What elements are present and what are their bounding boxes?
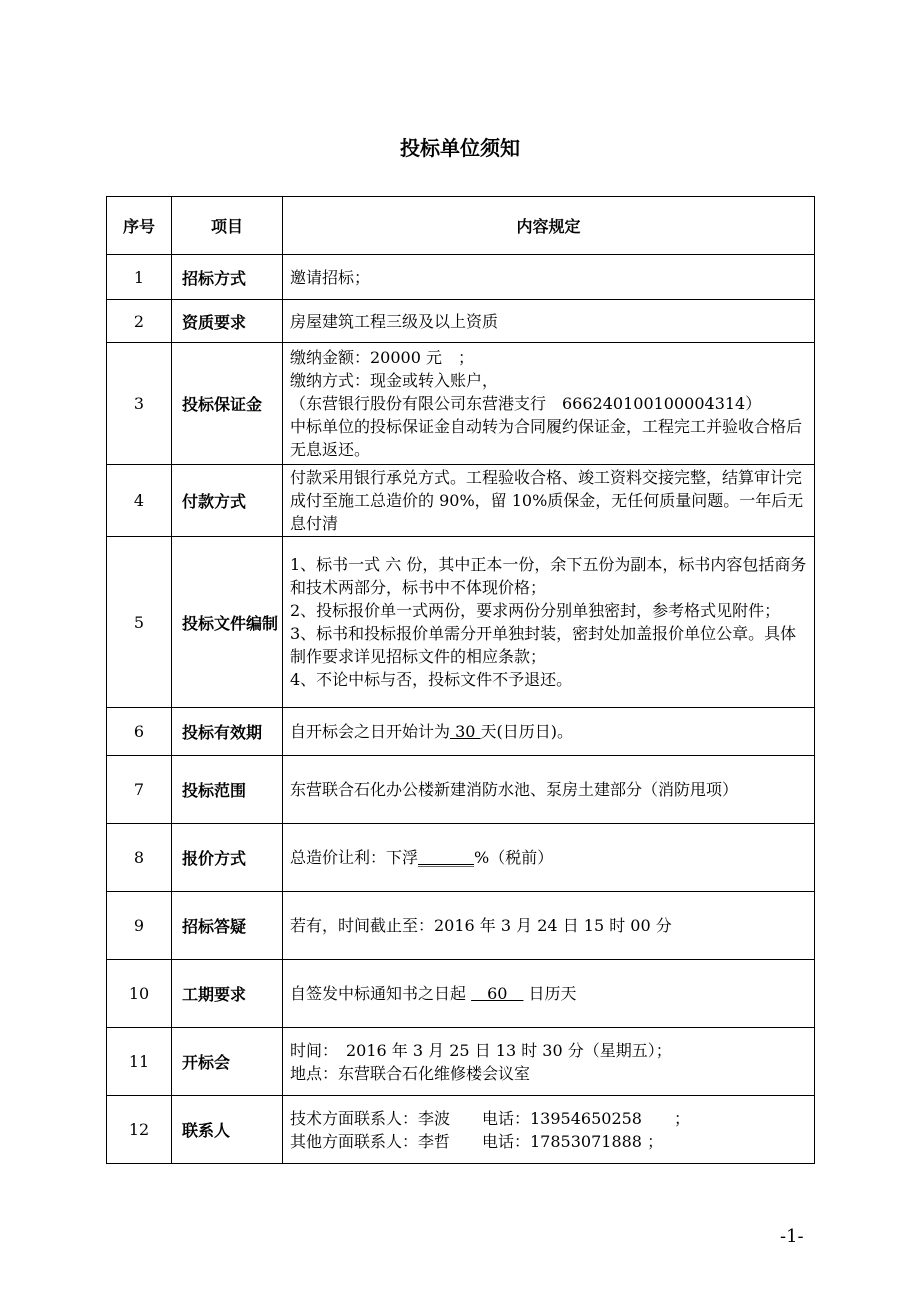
table-row [107, 960, 815, 1028]
row-no: 6 [107, 708, 172, 756]
content-text: 自签发中标通知书之日起 [290, 984, 472, 1003]
row-content [283, 465, 815, 537]
row-no: 5 [107, 537, 172, 708]
discount-blank: _______ [418, 848, 475, 867]
content-line: 1、标书一式 六 份，其中正本一份，余下五份为副本，标书内容包括商务和技术两部分，标书中不体现价格； [290, 555, 807, 597]
table-row [107, 255, 815, 300]
row-content [283, 708, 815, 756]
header-no: 序号 [107, 197, 172, 255]
table-row [107, 1028, 815, 1096]
table-row [107, 708, 815, 756]
content-line: 缴纳方式：现金或转入账户， [290, 371, 499, 390]
content-line: 4、不论中标与否，投标文件不予退还。 [290, 670, 573, 689]
table-header-row [107, 197, 815, 255]
content-line: 中标单位的投标保证金自动转为合同履约保证金，工程完工并验收合格后无息返还。 [290, 417, 803, 459]
row-content [283, 343, 815, 465]
row-no: 4 [107, 465, 172, 537]
table-row [107, 537, 815, 708]
row-no: 8 [107, 824, 172, 892]
row-no: 11 [107, 1028, 172, 1096]
content-line: 地点：东营联合石化维修楼会议室 [290, 1063, 531, 1083]
content-text: 总造价让利：下浮 [290, 848, 419, 867]
content-line: 若有，时间截止至：2016 年 3 月 24 日 15 时 00 分 [290, 916, 672, 935]
content-text: 日历天 [523, 984, 577, 1003]
row-no: 2 [107, 300, 172, 343]
row-item: 投标文件编制 [172, 537, 283, 708]
table-row [107, 343, 815, 465]
content-line: （东营银行股份有限公司东营港支行 666240100100004314） [290, 394, 762, 413]
row-content [283, 1028, 815, 1096]
row-content [283, 756, 815, 824]
table-row [107, 300, 815, 343]
content-text: 自开标会之日开始计为 [290, 722, 451, 741]
row-no: 12 [107, 1096, 172, 1164]
content-line: 其他方面联系人：李哲 电话：17853071888 ； [290, 1131, 664, 1151]
row-item: 联系人 [172, 1096, 283, 1164]
content-text: 天(日历日)。 [480, 722, 574, 741]
table-row [107, 756, 815, 824]
row-content [283, 255, 815, 300]
content-line: 3、标书和投标报价单需分开单独封装，密封处加盖报价单位公章。具体制作要求详见招标文件的相应条款； [290, 624, 797, 666]
document-title: 投标单位须知 [400, 136, 520, 160]
duration-blank: 60 [471, 984, 524, 1003]
row-no: 7 [107, 756, 172, 824]
table-row [107, 1096, 815, 1164]
table-row [107, 824, 815, 892]
row-item: 招标方式 [172, 255, 283, 300]
row-content [283, 537, 815, 708]
content-line: 东营联合石化办公楼新建消防水池、泵房土建部分（消防甩项） [290, 780, 739, 799]
content-text: %（税前） [474, 848, 554, 867]
content-line: 技术方面联系人：李波 电话：13954650258 ； [290, 1108, 690, 1128]
row-content [283, 300, 815, 343]
row-item: 资质要求 [172, 300, 283, 343]
row-no: 9 [107, 892, 172, 960]
row-content [283, 960, 815, 1028]
row-content [283, 892, 815, 960]
content-line: 时间： 2016 年 3 月 25 日 13 时 30 分（星期五）； [290, 1040, 672, 1060]
content-line: 缴纳金额：20000 元 ； [290, 348, 474, 367]
content-line: 邀请招标； [290, 267, 371, 287]
content-line: 付款采用银行承兑方式。工程验收合格、竣工资料交接完整，结算审计完成付至施工总造价的 90%，留 10%质保金，无任何质量问题。一年后无息付清 [290, 468, 804, 533]
row-item: 投标范围 [172, 756, 283, 824]
row-item: 工期要求 [172, 960, 283, 1028]
header-item: 项目 [172, 197, 283, 255]
row-item: 投标保证金 [172, 343, 283, 465]
header-content: 内容规定 [283, 197, 815, 255]
notice-table [106, 196, 815, 1164]
row-content [283, 824, 815, 892]
row-item: 开标会 [172, 1028, 283, 1096]
content-line: 房屋建筑工程三级及以上资质 [290, 311, 499, 331]
row-item: 付款方式 [172, 465, 283, 537]
table-row [107, 892, 815, 960]
row-content [283, 1096, 815, 1164]
row-item: 报价方式 [172, 824, 283, 892]
row-item: 招标答疑 [172, 892, 283, 960]
page-number: -1- [780, 1226, 804, 1247]
content-line: 2、投标报价单一式两份，要求两份分别单独密封，参考格式见附件； [290, 601, 781, 620]
row-no: 1 [107, 255, 172, 300]
row-no: 10 [107, 960, 172, 1028]
row-no: 3 [107, 343, 172, 465]
validity-days-blank: 30 [450, 722, 481, 741]
row-item: 投标有效期 [172, 708, 283, 756]
table-row [107, 465, 815, 537]
